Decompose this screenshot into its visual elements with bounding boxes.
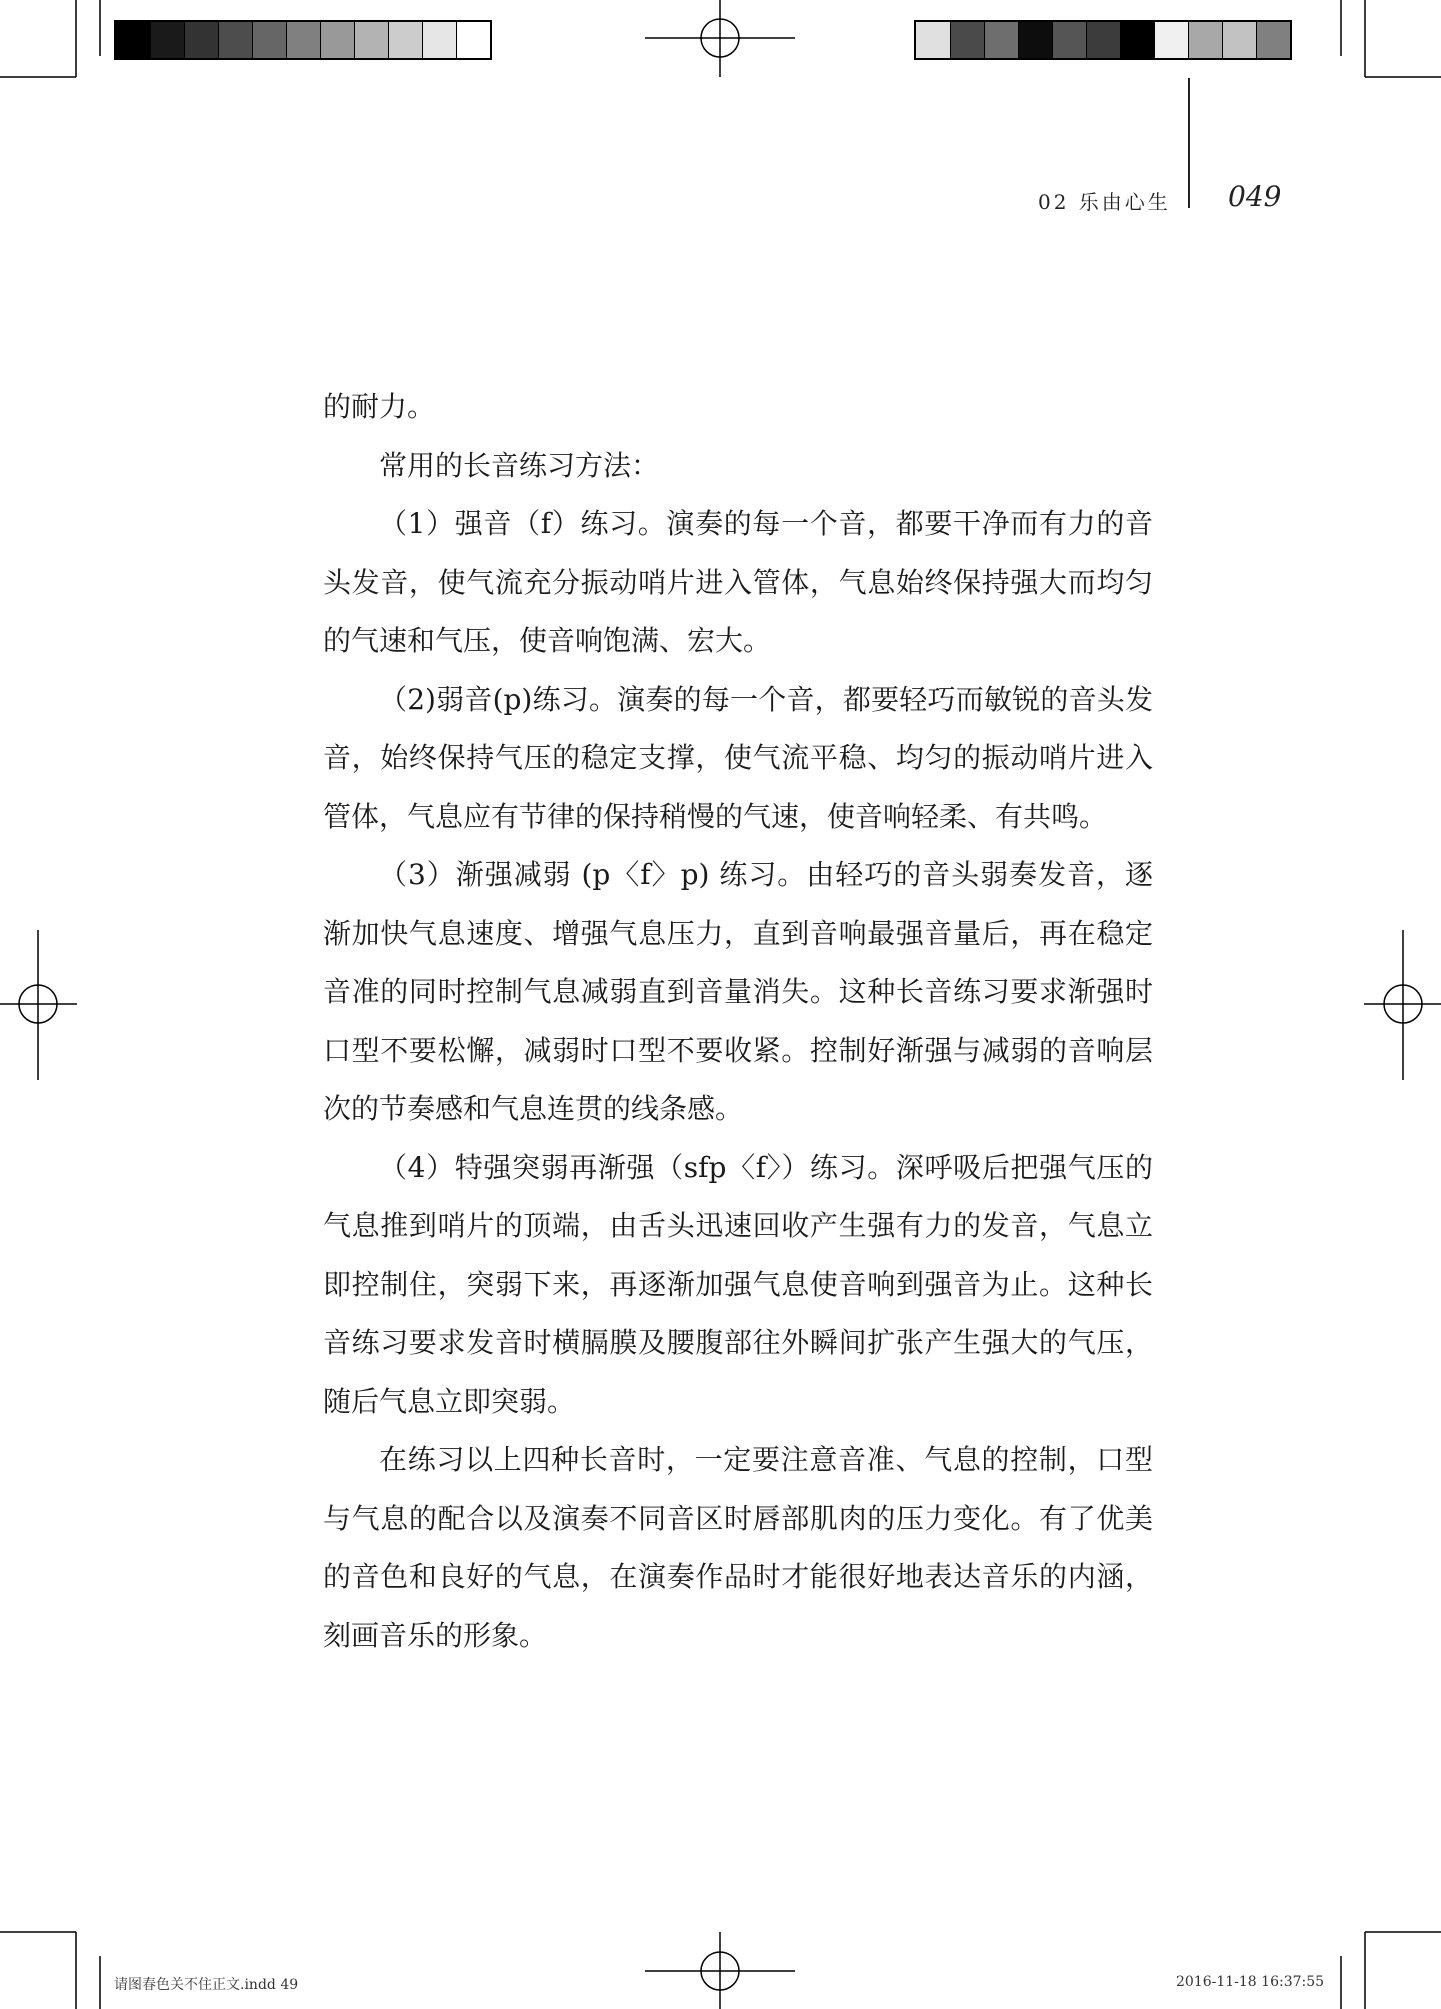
color-swatch	[1052, 22, 1086, 58]
color-swatch	[1154, 22, 1188, 58]
color-swatch	[984, 22, 1018, 58]
color-swatch	[252, 22, 286, 58]
color-swatch	[286, 22, 320, 58]
color-swatch	[422, 22, 456, 58]
paragraph: 常用的长音练习方法：	[379, 448, 660, 482]
header-divider	[1188, 78, 1190, 208]
running-header-section: 02 乐由心生	[1038, 190, 1171, 214]
paragraph: （1）强音（f）练习。演奏的每一个音，都要干净而有力的音头发音，使气流充分振动哨片进入管体，气息始终保持强大而均匀的气速和气压，使音响饱满、宏大。	[323, 507, 1153, 657]
color-swatch	[1018, 22, 1052, 58]
page-number: 049	[1228, 180, 1282, 213]
color-swatch	[950, 22, 984, 58]
color-swatch	[456, 22, 490, 58]
color-swatch	[116, 22, 150, 58]
color-swatch	[320, 22, 354, 58]
paragraph: （3）渐强减弱 (p〈f〉p) 练习。由轻巧的音头弱奏发音，逐渐加快气息速度、增强气息压力，直到音响最强音量后，再在稳定音准的同时控制气息减弱直到音量消失。这种长音练习要求渐强时口型不要松懈，减弱时口型不要收紧。控制好渐强与减弱的音响层次的节奏感和气息连贯的线条感。	[323, 858, 1153, 1125]
paragraph: （2)弱音(p)练习。演奏的每一个音，都要轻巧而敏锐的音头发音，始终保持气压的稳定支撑，使气流平稳、均匀的振动哨片进入管体，气息应有节律的保持稍慢的气速，使音响轻柔、有共鸣。	[323, 682, 1153, 833]
color-swatch	[388, 22, 422, 58]
color-swatch	[184, 22, 218, 58]
body-text	[323, 378, 1153, 1665]
color-swatch	[150, 22, 184, 58]
color-swatch	[1086, 22, 1120, 58]
color-swatch	[1188, 22, 1222, 58]
grayscale-bar-right	[914, 20, 1292, 60]
color-swatch	[218, 22, 252, 58]
color-swatch	[1256, 22, 1290, 58]
color-swatch	[354, 22, 388, 58]
color-swatch	[1120, 22, 1154, 58]
color-swatch	[916, 22, 950, 58]
paragraph: （4）特强突弱再渐强（sfp〈f〉）练习。深呼吸后把强气压的气息推到哨片的顶端，由舌头迅速回收产生强有力的发音，气息立即控制住，突弱下来，再逐渐加强气息使音响到强音为止。这种长音练习要求发音时横膈膜及腰腹部往外瞬间扩张产生强大的气压，随后气息立即突弱。	[323, 1150, 1153, 1418]
paragraph: 的耐力。	[323, 390, 436, 423]
footer-filename: 请图春色关不住正文.indd 49	[114, 1977, 299, 1993]
color-swatch	[1222, 22, 1256, 58]
footer-datetime: 2016-11-18 16:37:55	[1176, 1974, 1325, 1990]
grayscale-bar-left	[114, 20, 492, 60]
paragraph: 在练习以上四种长音时，一定要注意音准、气息的控制，口型与气息的配合以及演奏不同音区时唇部肌肉的压力变化。有了优美的音色和良好的气息，在演奏作品时才能很好地表达音乐的内涵，刻画音乐的形象。	[323, 1443, 1153, 1652]
